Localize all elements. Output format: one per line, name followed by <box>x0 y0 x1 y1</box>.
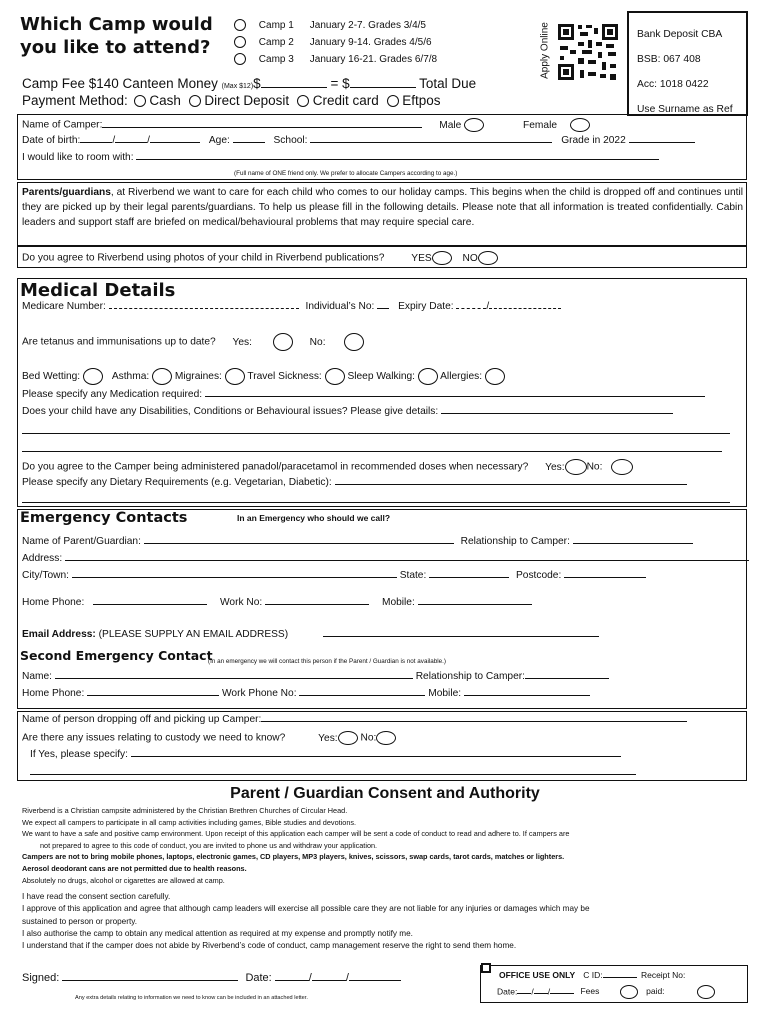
office-date-month[interactable] <box>534 993 548 994</box>
office-cid-field[interactable] <box>603 977 637 978</box>
sign-date-year-field[interactable] <box>349 980 401 981</box>
second-contact-title: Second Emergency Contact <box>20 648 213 663</box>
school-field[interactable] <box>310 142 552 143</box>
expiry-year-field[interactable] <box>489 308 561 309</box>
signature-field[interactable] <box>62 980 238 981</box>
consent-agreement: I have read the consent section carefully. I approve of this application and agree that although camp leaders will exercise all possible care they are not liable for any injuries or damages which may be sustained to person or property. I also authorise the camp to obtain any medical attention as required at my expense and promptly notify me. I understand that if the camper does not abide by Riverbend’s code of conduct, camp management reserve the right to send them home. <box>22 892 590 951</box>
radio-office-paid[interactable] <box>697 985 715 999</box>
radio-travel-sickness[interactable] <box>325 368 345 385</box>
bank-reference: Use Surname as Ref <box>637 104 733 115</box>
radio-migraines[interactable] <box>225 368 245 385</box>
custody-specify-row: If Yes, please specify: <box>30 749 621 760</box>
radio-photos-no[interactable] <box>478 251 498 265</box>
second-phones-row: Home Phone: Work Phone No: Mobile: <box>22 688 590 699</box>
total-due-field[interactable] <box>350 87 416 88</box>
medicare-number-field[interactable] <box>109 308 299 309</box>
medication-field[interactable] <box>205 396 705 397</box>
medication-row: Please specify any Medication required: <box>22 389 705 400</box>
second-name-row: Name: Relationship to Camper: <box>22 671 609 682</box>
dob-row: Date of birth: / / Age: School: Grade in 2022 <box>22 135 695 146</box>
room-note: (Full name of ONE friend only. We prefer to allocate Campers according to age.) <box>234 170 458 177</box>
dietary-line-2[interactable] <box>22 502 730 503</box>
conditions-row: Bed Wetting: Asthma: Migraines: Travel Sickness: Sleep Walking: Allergies: <box>22 368 505 385</box>
dietary-field[interactable] <box>335 484 687 485</box>
radio-male[interactable] <box>464 118 484 132</box>
radio-female[interactable] <box>570 118 590 132</box>
dob-day-field[interactable] <box>80 142 112 143</box>
panadol-row: Do you agree to the Camper being administered panadol/paracetamol in recommended doses when necessary? Yes: No: <box>22 459 633 475</box>
address-row: Address: <box>22 553 749 564</box>
second-relationship-field[interactable] <box>525 678 609 679</box>
second-contact-note: (In an emergency we will contact this person if the Parent / Guardian is not available.) <box>208 658 447 665</box>
medical-title: Medical Details <box>20 280 176 301</box>
grade-field[interactable] <box>629 142 695 143</box>
phones-row: Home Phone: Work No: Mobile: <box>22 597 532 608</box>
custody-specify-line-2[interactable] <box>30 774 636 775</box>
room-with-row: I would like to room with: <box>22 152 659 163</box>
office-row-1: OFFICE USE ONLY C ID: Receipt No: <box>499 970 686 980</box>
office-date-day[interactable] <box>517 993 531 994</box>
city-field[interactable] <box>72 577 397 578</box>
work-no-field[interactable] <box>265 604 369 605</box>
email-field[interactable] <box>323 636 599 637</box>
dropoff-name-field[interactable] <box>261 721 687 722</box>
radio-cash[interactable] <box>134 95 146 107</box>
camper-name-field[interactable] <box>102 127 422 128</box>
office-row-2: Date: / / Fees paid: <box>497 985 715 999</box>
second-mobile-field[interactable] <box>464 695 590 696</box>
parents-info-text: Parents/guardians, at Riverbend we want to care for each child who comes to our holiday camps. This begins when the child is dropped off and continues until they are picked up by their legal parents/guardians. To help us please fill in the following details. Please note that all information is treated confidentially. Cabin leaders and support staff are briefed on medical/behavioural problems that may require special care. <box>22 187 743 228</box>
radio-camp-1[interactable] <box>234 19 246 31</box>
radio-allergies[interactable] <box>485 368 505 385</box>
bank-bsb: BSB: 067 408 <box>637 54 701 65</box>
address-field[interactable] <box>65 560 749 561</box>
radio-tetanus-yes[interactable] <box>273 333 293 351</box>
radio-custody-yes[interactable] <box>338 731 358 745</box>
radio-sleep-walking[interactable] <box>418 368 438 385</box>
disabilities-row: Does your child have any Disabilities, Conditions or Behavioural issues? Please give details: <box>22 406 673 417</box>
radio-camp-3[interactable] <box>234 53 246 65</box>
emergency-subtitle: In an Emergency who should we call? <box>237 513 391 523</box>
form-title-line1: Which Camp would <box>20 14 213 35</box>
bank-name: Bank Deposit CBA <box>637 29 723 40</box>
consent-footer: Any extra details relating to information we need to know can be included in an attached letter. <box>75 995 308 1001</box>
qr-code-icon[interactable] <box>556 22 620 82</box>
camper-name-row: Name of Camper: Male Female <box>22 118 590 132</box>
second-home-phone-field[interactable] <box>87 695 219 696</box>
form-title-line2: you like to attend? <box>20 37 211 58</box>
radio-photos-yes[interactable] <box>432 251 452 265</box>
radio-office-fees[interactable] <box>620 985 638 999</box>
camp-option-3[interactable]: Camp 3 January 16-21. Grades 6/7/8 <box>234 51 437 68</box>
radio-direct-deposit[interactable] <box>189 95 201 107</box>
office-date-year[interactable] <box>550 993 574 994</box>
radio-bed-wetting[interactable] <box>83 368 103 385</box>
age-field[interactable] <box>233 142 265 143</box>
radio-eftpos[interactable] <box>387 95 399 107</box>
sign-date-day-field[interactable] <box>275 980 309 981</box>
mobile-field[interactable] <box>418 604 532 605</box>
camp-options <box>234 17 437 68</box>
custody-specify-field[interactable] <box>131 756 621 757</box>
radio-credit-card[interactable] <box>297 95 309 107</box>
dropoff-row: Name of person dropping off and picking up Camper: <box>22 714 687 725</box>
photos-consent-row: Do you agree to Riverbend using photos of your child in Riverbend publications? YES NO <box>22 251 498 265</box>
second-work-phone-field[interactable] <box>299 695 425 696</box>
bank-details-box <box>627 11 748 116</box>
emergency-title: Emergency Contacts <box>20 510 188 526</box>
medicare-row: Medicare Number: Individual’s No: Expiry Date: / <box>22 301 561 312</box>
radio-asthma[interactable] <box>152 368 172 385</box>
state-field[interactable] <box>429 577 509 578</box>
dob-year-field[interactable] <box>150 142 200 143</box>
email-row: Email Address: (PLEASE SUPPLY AN EMAIL ADDRESS) <box>22 629 599 640</box>
dietary-row: Please specify any Dietary Requirements (e.g. Vegetarian, Diabetic): <box>22 477 687 488</box>
consent-title: Parent / Guardian Consent and Authority <box>230 785 540 802</box>
radio-camp-2[interactable] <box>234 36 246 48</box>
room-with-field[interactable] <box>136 159 659 160</box>
parent-name-field[interactable] <box>144 543 454 544</box>
canteen-money-field[interactable] <box>261 87 327 88</box>
parent-name-row: Name of Parent/Guardian: Relationship to Camper: <box>22 536 693 547</box>
tetanus-row: Are tetanus and immunisations up to date? Yes: No: <box>22 333 364 351</box>
expiry-month-field[interactable] <box>456 308 486 309</box>
signature-row: Signed: Date: / / <box>22 972 401 984</box>
second-name-field[interactable] <box>55 678 413 679</box>
camp-fee-row: Camp Fee $140 Canteen Money (Max $12)$ = $ Total Due <box>22 76 477 91</box>
disabilities-line-3[interactable] <box>22 451 722 452</box>
radio-panadol-no[interactable] <box>611 459 633 475</box>
disabilities-line-2[interactable] <box>22 433 730 434</box>
sign-date-month-field[interactable] <box>312 980 346 981</box>
custody-row: Are there any issues relating to custody we need to know? Yes: No: <box>22 731 396 745</box>
payment-method-row: Payment Method: Cash Direct Deposit Credit card Eftpos <box>22 93 441 108</box>
postcode-field[interactable] <box>564 577 646 578</box>
disabilities-field[interactable] <box>441 413 673 414</box>
camp-option-1[interactable]: Camp 1 January 2-7. Grades 3/4/5 <box>234 17 437 34</box>
camp-option-2[interactable]: Camp 2 January 9-14. Grades 4/5/6 <box>234 34 437 51</box>
relationship-field[interactable] <box>573 543 693 544</box>
dob-month-field[interactable] <box>115 142 147 143</box>
radio-custody-no[interactable] <box>376 731 396 745</box>
individual-no-field[interactable] <box>377 308 389 309</box>
consent-rules: Riverbend is a Christian campsite administered by the Christian Brethren Churches of Circular Head. We expect all campers to participate in all camp activities including games, Bible studies and devotions. We want to have a safe and positive camp environment. Upon receipt of this application each camper will be sent a code of conduct to read and adhere to. If campers are not prepared to agree to this code of conduct, you are invited to phone us and withdraw your application. Campers are not to bring mobile phones, laptops, electronic games, CD players, MP3 players, knives, scissors, swap cards, tarot cards, matches or lighters. Aerosol deodorant cans are not permitted due to health reasons. Absolutely no drugs, alcohol or cigarettes are allowed at camp. <box>22 806 570 885</box>
home-phone-field[interactable] <box>93 604 207 605</box>
apply-online-label: Apply Online <box>539 22 551 79</box>
radio-panadol-yes[interactable] <box>565 459 587 475</box>
radio-tetanus-no[interactable] <box>344 333 364 351</box>
office-use-checkbox[interactable] <box>481 963 491 973</box>
city-row: City/Town: State: Postcode: <box>22 570 646 581</box>
bank-account: Acc: 1018 0422 <box>637 79 709 90</box>
